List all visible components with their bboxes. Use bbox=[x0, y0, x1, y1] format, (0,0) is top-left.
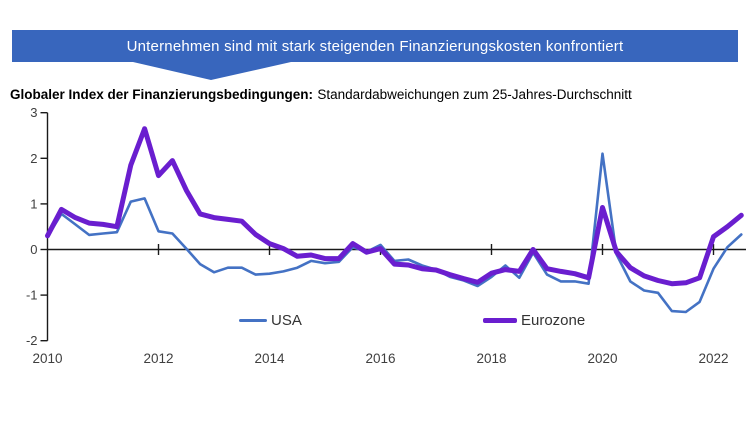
x-axis-label: 2010 bbox=[32, 351, 63, 366]
y-axis-label: 2 bbox=[30, 150, 38, 166]
y-axis-label: 0 bbox=[30, 242, 38, 257]
x-axis-label: 2016 bbox=[365, 351, 396, 366]
usa-line bbox=[48, 154, 742, 312]
legend-label-eurozone: Eurozone bbox=[521, 311, 586, 329]
chart-title-regular: Standardabweichungen zum 25-Jahres-Durchschnitt bbox=[317, 87, 632, 102]
eurozone-line bbox=[48, 129, 742, 284]
banner-text: Unternehmen sind mit stark steigenden Finanzierungskosten konfrontiert bbox=[126, 37, 624, 55]
x-axis-label: 2012 bbox=[143, 351, 174, 366]
y-axis-label: -2 bbox=[25, 333, 38, 349]
chart-title-bold: Globaler Index der Finanzierungsbedingungen: bbox=[10, 87, 314, 102]
y-axis-label: 3 bbox=[30, 105, 38, 121]
x-axis-label: 2020 bbox=[587, 351, 618, 366]
x-axis-label: 2014 bbox=[254, 351, 285, 366]
x-axis-label: 2018 bbox=[476, 351, 507, 366]
legend-label-usa: USA bbox=[271, 311, 302, 329]
y-axis-label: -1 bbox=[25, 287, 38, 303]
y-axis-label: 1 bbox=[30, 196, 38, 212]
x-axis-label: 2022 bbox=[698, 351, 729, 366]
